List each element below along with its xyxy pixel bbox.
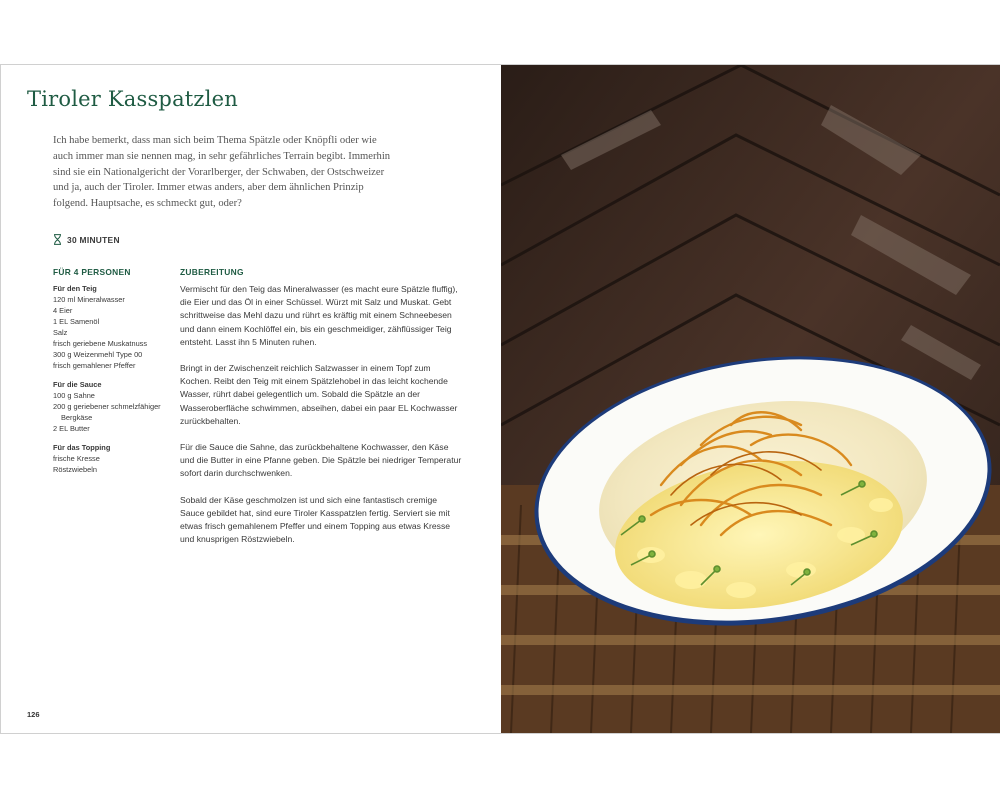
ingredient-item: Bergkäse bbox=[61, 413, 93, 422]
ingredient-item: 300 g Weizenmehl Type 00 bbox=[53, 350, 143, 359]
ingredient-group-title: Für den Teig bbox=[53, 284, 97, 293]
ingredient-group-title: Für das Topping bbox=[53, 443, 111, 452]
preparation-step: Sobald der Käse geschmolzen ist und sich eine fantastisch cremige Sauce gebildet hat, sind eure Tiroler Kasspatzlen fertig. Serviert sie mit etwas frisch gemahlenem Pfeffer und einem Topping aus etwas Kresse und knusprigen Röstzwiebeln. bbox=[180, 494, 451, 545]
hourglass-icon bbox=[53, 234, 62, 245]
prep-time-label: 30 MINUTEN bbox=[67, 234, 120, 245]
ingredient-item: 1 EL Samenöl bbox=[53, 317, 100, 326]
ingredient-item: frisch geriebene Muskatnuss bbox=[53, 339, 148, 348]
ingredient-item: 2 EL Butter bbox=[53, 424, 90, 433]
preparation-column bbox=[180, 267, 462, 559]
ingredient-item: 200 g geriebener schmelzfähiger bbox=[53, 402, 161, 411]
ingredient-group-title: Für die Sauce bbox=[53, 380, 102, 389]
ingredient-item: 100 g Sahne bbox=[53, 391, 95, 400]
recipe-title: Tiroler Kasspatzlen bbox=[27, 87, 238, 111]
dish-illustration bbox=[501, 65, 1000, 733]
ingredient-item: Salz bbox=[53, 328, 68, 337]
recipe-page bbox=[1, 65, 501, 733]
ingredient-item: 4 Eier bbox=[53, 306, 73, 315]
servings-heading: FÜR 4 PERSONEN bbox=[53, 267, 131, 277]
preparation-step: Für die Sauce die Sahne, das zurückbehaltene Kochwasser, den Käse und die Butter in eine Pfanne geben. Die Spätzle bei niedriger Temperatur sofort darin durchschwenken. bbox=[180, 442, 462, 479]
recipe-intro: Ich habe bemerkt, dass man sich beim Thema Spätzle oder Knöpfli oder wie auch immer man sie nennen mag, in sehr gefährliches Terrain begibt. Immerhin sind sie ein Nationalgericht der Vorarlberger, der Schwaben, der Ostschweizer und ja, auch der Tiroler. Immer etwas anders, aber dem ähnlichen Prinzip folgend. Hauptsache, es schmeckt gut, oder? bbox=[53, 135, 391, 210]
ingredients-column bbox=[53, 267, 173, 475]
ingredient-item: 120 ml Mineralwasser bbox=[53, 295, 125, 304]
ingredient-item: frisch gemahlener Pfeffer bbox=[53, 361, 136, 370]
preparation-step: Vermischt für den Teig das Mineralwasser (es macht eure Spätzle fluffig), die Eier und das Öl in einer Schüssel. Würzt mit Salz und Muskat. Gebt schrittweise das Mehl dazu und rührt es kräftig mit einem Schneebesen und dann einem Kochlöffel ein, bis ein geschmeidiger, zähflüssiger Teig entsteht. Lasst ihn 5 Minuten ruhen. bbox=[180, 284, 458, 347]
food-photo bbox=[501, 65, 1000, 733]
preparation-step: Bringt in der Zwischenzeit reichlich Salzwasser in einem Topf zum Kochen. Reibt den Teig mit einem Spätzlehobel in das leicht kochende Wasser, rührt dabei gelegentlich um. Sobald die Spätzle an der Wasseroberfläche schwimmen, abseihen, dabei ein paar EL Kochwasser zurückbehalten. bbox=[180, 363, 458, 426]
ingredient-item: Röstzwiebeln bbox=[53, 465, 97, 474]
ingredient-item: frische Kresse bbox=[53, 454, 100, 463]
prep-time bbox=[53, 234, 120, 245]
preparation-heading: ZUBEREITUNG bbox=[180, 267, 244, 277]
book-spread bbox=[0, 64, 1000, 734]
page-number: 126 bbox=[27, 710, 40, 719]
